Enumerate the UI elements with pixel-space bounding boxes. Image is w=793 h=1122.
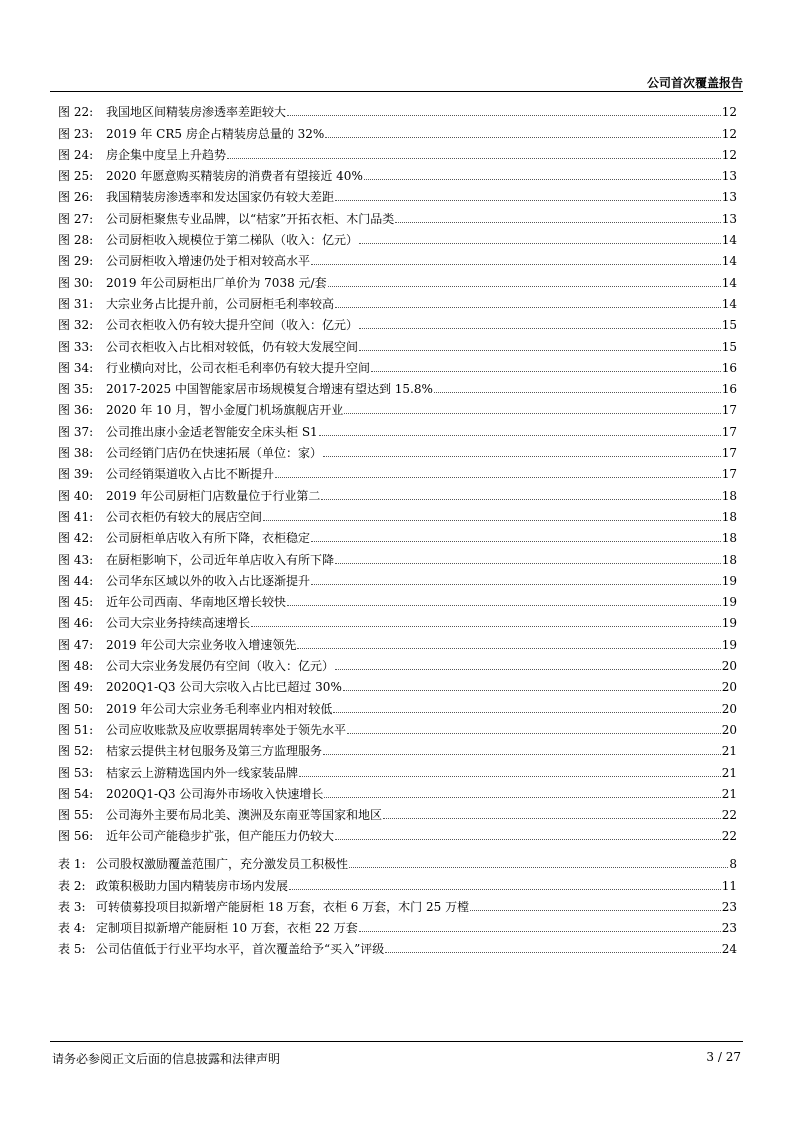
- entry-title: 定制项目拟新增产能厨柜 10 万套，衣柜 22 万套: [96, 921, 358, 936]
- entry-title: 2020Q1-Q3 公司大宗收入占比已超过 30%: [106, 680, 342, 695]
- entry-label: 图 24:: [58, 147, 94, 162]
- entry-title: 公司股权激励覆盖范围广，充分激发员工积极性: [96, 857, 349, 872]
- toc-entry[interactable]: [58, 871, 737, 892]
- entry-label: 图 53:: [58, 765, 94, 780]
- entry-label: 图 26:: [58, 190, 94, 205]
- toc-entry[interactable]: [58, 332, 737, 353]
- toc-entry[interactable]: [58, 98, 737, 119]
- dot-leader: [275, 477, 721, 478]
- entry-title: 公司衣柜仍有较大的展店空间: [106, 509, 263, 524]
- dot-leader: [434, 392, 721, 393]
- dot-leader: [335, 563, 721, 564]
- entry-label: 图 48:: [58, 659, 94, 674]
- entry-label: 图 49:: [58, 680, 94, 695]
- entry-label: 图 25:: [58, 169, 94, 184]
- entry-page-number: 18: [721, 509, 737, 524]
- dot-leader: [325, 137, 720, 138]
- dot-leader: [359, 243, 721, 244]
- entry-page-number: 16: [721, 382, 737, 397]
- entry-label: 图 42:: [58, 531, 94, 546]
- toc-entry[interactable]: [58, 226, 737, 247]
- entry-title: 公司华东区域以外的收入占比逐渐提升: [106, 573, 311, 588]
- dot-leader: [383, 818, 721, 819]
- entry-title: 公司经销渠道收入占比不断提升: [106, 467, 275, 482]
- entry-page-number: 15: [721, 339, 737, 354]
- entry-title: 公司厨柜收入增速仍处于相对较高水平: [106, 254, 311, 269]
- entry-label: 图 31:: [58, 296, 94, 311]
- entry-label: 图 39:: [58, 467, 94, 482]
- toc-entry[interactable]: [58, 162, 737, 183]
- entry-label: 图 55:: [58, 808, 94, 823]
- entry-page-number: 22: [721, 829, 737, 844]
- dot-leader: [323, 754, 721, 755]
- entry-label: 图 51:: [58, 722, 94, 737]
- dot-leader: [289, 889, 721, 890]
- entry-title: 公司衣柜收入占比相对较低，仍有较大发展空间: [106, 339, 359, 354]
- entry-label: 图 29:: [58, 254, 94, 269]
- entry-page-number: 24: [721, 942, 737, 957]
- entry-label: 图 41:: [58, 509, 94, 524]
- entry-page-number: 14: [721, 296, 737, 311]
- entry-page-number: 21: [721, 765, 737, 780]
- entry-label: 图 56:: [58, 829, 94, 844]
- toc-entry[interactable]: [58, 204, 737, 225]
- entry-page-number: 18: [721, 531, 737, 546]
- dot-leader: [343, 690, 721, 691]
- toc-entry[interactable]: [58, 119, 737, 140]
- entry-label: 图 32:: [58, 318, 94, 333]
- dot-leader: [470, 910, 721, 911]
- entry-page-number: 21: [721, 744, 737, 759]
- entry-page-number: 13: [721, 190, 737, 205]
- entry-title: 桔家云提供主材包服务及第三方监理服务: [106, 744, 323, 759]
- entry-label: 图 35:: [58, 382, 94, 397]
- entry-title: 可转债募投项目拟新增产能厨柜 18 万套，衣柜 6 万套，木门 25 万樘: [96, 899, 470, 914]
- entry-page-number: 8: [729, 857, 737, 872]
- entry-page-number: 23: [721, 899, 737, 914]
- entry-label: 图 40:: [58, 488, 94, 503]
- entry-label: 表 3:: [58, 899, 86, 914]
- toc-entry[interactable]: [58, 545, 737, 566]
- entry-page-number: 12: [721, 147, 737, 162]
- dot-leader: [323, 456, 721, 457]
- dot-leader: [311, 264, 721, 265]
- entry-title: 我国地区间精装房渗透率差距较大: [106, 105, 287, 120]
- dot-leader: [263, 520, 721, 521]
- toc-entry[interactable]: [58, 290, 737, 311]
- entry-page-number: 17: [721, 424, 737, 439]
- entry-page-number: 18: [721, 552, 737, 567]
- entry-page-number: 20: [721, 701, 737, 716]
- footer-disclaimer: 请务必参阅正文后面的信息披露和法律声明: [52, 1052, 281, 1066]
- entry-title: 大宗业务占比提升前，公司厨柜毛利率较高: [106, 296, 335, 311]
- entry-label: 图 45:: [58, 595, 94, 610]
- entry-page-number: 18: [721, 488, 737, 503]
- entry-title: 公司大宗业务持续高速增长: [106, 616, 251, 631]
- entry-label: 图 34:: [58, 360, 94, 375]
- header-rule: [50, 91, 743, 92]
- entry-page-number: 17: [721, 467, 737, 482]
- entry-page-number: 19: [721, 573, 737, 588]
- toc-entry[interactable]: [58, 396, 737, 417]
- entry-label: 表 5:: [58, 942, 86, 957]
- toc-entry[interactable]: [58, 893, 737, 914]
- toc-entry[interactable]: [58, 375, 737, 396]
- entry-page-number: 20: [721, 680, 737, 695]
- entry-title: 近年公司西南、华南地区增长较快: [106, 595, 287, 610]
- dot-leader: [251, 626, 721, 627]
- toc-entry[interactable]: [58, 914, 737, 935]
- entry-title: 行业横向对比，公司衣柜毛利率仍有较大提升空间: [106, 360, 371, 375]
- toc-entry[interactable]: [58, 460, 737, 481]
- toc-entry[interactable]: [58, 694, 737, 715]
- entry-page-number: 16: [721, 360, 737, 375]
- entry-title: 2019 年公司厨柜出厂单价为 7038 元/套: [106, 275, 327, 290]
- footer-rule: [50, 1041, 743, 1042]
- entry-page-number: 17: [721, 446, 737, 461]
- entry-label: 表 2:: [58, 878, 86, 893]
- entry-title: 公司大宗业务发展仍有空间（收入：亿元）: [106, 659, 335, 674]
- toc-entry[interactable]: [58, 850, 737, 871]
- toc-entry[interactable]: [58, 935, 737, 956]
- entry-title: 公司海外主要布局北美、澳洲及东南亚等国家和地区: [106, 808, 383, 823]
- entry-page-number: 12: [721, 105, 737, 120]
- dot-leader: [359, 931, 721, 932]
- entry-page-number: 11: [721, 878, 737, 893]
- entry-title: 2020Q1-Q3 公司海外市场收入快速增长: [106, 786, 324, 801]
- entry-title: 2020 年 10 月，智小金厦门机场旗舰店开业: [106, 403, 344, 418]
- entry-label: 图 50:: [58, 701, 94, 716]
- toc-entry[interactable]: [58, 630, 737, 651]
- toc-entry[interactable]: [58, 780, 737, 801]
- entry-title: 政策积极助力国内精装房市场内发展: [96, 878, 289, 893]
- entry-label: 图 30:: [58, 275, 94, 290]
- entry-page-number: 14: [721, 275, 737, 290]
- toc-entry[interactable]: [58, 503, 737, 524]
- entry-title: 2019 年公司大宗业务收入增速领先: [106, 637, 297, 652]
- dot-leader: [359, 350, 721, 351]
- entry-title: 公司厨柜收入规模位于第二梯队（收入：亿元）: [106, 233, 359, 248]
- entry-label: 图 27:: [58, 211, 94, 226]
- dot-leader: [321, 499, 720, 500]
- entry-page-number: 21: [721, 786, 737, 801]
- entry-title: 公司厨柜单店收入有所下降，衣柜稳定: [106, 531, 311, 546]
- toc-entry[interactable]: [58, 801, 737, 822]
- toc-entry[interactable]: [58, 524, 737, 545]
- toc-entry[interactable]: [58, 354, 737, 375]
- table-index-list: [58, 850, 737, 956]
- entry-title: 公司应收账款及应收票据周转率处于领先水平: [106, 722, 347, 737]
- entry-page-number: 14: [721, 254, 737, 269]
- entry-label: 图 47:: [58, 637, 94, 652]
- entry-label: 图 22:: [58, 105, 94, 120]
- entry-title: 桔家云上游精选国内外一线家装品牌: [106, 765, 299, 780]
- toc-entry[interactable]: [58, 652, 737, 673]
- entry-label: 图 43:: [58, 552, 94, 567]
- entry-label: 表 4:: [58, 921, 86, 936]
- entry-page-number: 20: [721, 659, 737, 674]
- toc-entry[interactable]: [58, 247, 737, 268]
- toc-entry[interactable]: [58, 439, 737, 460]
- entry-title: 2017-2025 中国智能家居市场规模复合增速有望达到 15.8%: [106, 382, 433, 397]
- dot-leader: [328, 286, 721, 287]
- toc-entry[interactable]: [58, 567, 737, 588]
- entry-title: 2019 年公司大宗业务毛利率业内相对较低: [106, 701, 333, 716]
- entry-page-number: 20: [721, 722, 737, 737]
- dot-leader: [299, 776, 721, 777]
- entry-page-number: 12: [721, 126, 737, 141]
- dot-leader: [311, 541, 721, 542]
- dot-leader: [287, 605, 721, 606]
- dot-leader: [227, 158, 721, 159]
- dot-leader: [311, 584, 721, 585]
- entry-page-number: 14: [721, 233, 737, 248]
- entry-label: 图 38:: [58, 446, 94, 461]
- toc-entry[interactable]: [58, 141, 737, 162]
- dot-leader: [335, 200, 721, 201]
- entry-page-number: 13: [721, 169, 737, 184]
- entry-page-number: 23: [721, 921, 737, 936]
- dot-leader: [344, 413, 720, 414]
- entry-label: 图 52:: [58, 744, 94, 759]
- dot-leader: [335, 839, 721, 840]
- dot-leader: [319, 435, 721, 436]
- dot-leader: [333, 712, 720, 713]
- toc-entry[interactable]: [58, 822, 737, 843]
- entry-page-number: 19: [721, 616, 737, 631]
- dot-leader: [287, 115, 721, 116]
- toc-entry[interactable]: [58, 609, 737, 630]
- entry-title: 公司推出康小金适老智能安全床头柜 S1: [106, 424, 318, 439]
- entry-title: 公司衣柜收入仍有较大提升空间（收入：亿元）: [106, 318, 359, 333]
- toc-entry[interactable]: [58, 673, 737, 694]
- entry-label: 图 23:: [58, 126, 94, 141]
- entry-page-number: 17: [721, 403, 737, 418]
- entry-label: 图 33:: [58, 339, 94, 354]
- entry-label: 图 44:: [58, 573, 94, 588]
- dot-leader: [324, 797, 720, 798]
- toc-entry[interactable]: [58, 758, 737, 779]
- entry-label: 表 1:: [58, 857, 86, 872]
- entry-title: 我国精装房渗透率和发达国家仍有较大差距: [106, 190, 335, 205]
- toc-entry[interactable]: [58, 417, 737, 438]
- entry-title: 近年公司产能稳步扩张，但产能压力仍较大: [106, 829, 335, 844]
- entry-title: 在厨柜影响下，公司近年单店收入有所下降: [106, 552, 335, 567]
- dot-leader: [335, 307, 721, 308]
- entry-title: 公司估值低于行业平均水平，首次覆盖给予“买入”评级: [96, 942, 385, 957]
- dot-leader: [335, 669, 721, 670]
- entry-page-number: 19: [721, 595, 737, 610]
- entry-page-number: 15: [721, 318, 737, 333]
- dot-leader: [297, 648, 720, 649]
- entry-label: 图 46:: [58, 616, 94, 631]
- entry-title: 公司厨柜聚焦专业品牌，以“桔家”开拓衣柜、木门品类: [106, 211, 395, 226]
- dot-leader: [395, 222, 720, 223]
- toc-entry[interactable]: [58, 716, 737, 737]
- entry-title: 房企集中度呈上升趋势: [106, 147, 227, 162]
- toc-entry[interactable]: [58, 311, 737, 332]
- toc-entry[interactable]: [58, 268, 737, 289]
- toc-entry[interactable]: [58, 737, 737, 758]
- entry-page-number: 19: [721, 637, 737, 652]
- toc-entry[interactable]: [58, 588, 737, 609]
- entry-page-number: 13: [721, 211, 737, 226]
- dot-leader: [385, 952, 720, 953]
- entry-title: 2019 年 CR5 房企占精装房总量的 32%: [106, 126, 325, 141]
- entry-page-number: 22: [721, 808, 737, 823]
- entry-title: 2019 年公司厨柜门店数量位于行业第二: [106, 488, 321, 503]
- dot-leader: [359, 328, 721, 329]
- report-type-header: 公司首次覆盖报告: [646, 76, 743, 90]
- dot-leader: [371, 371, 721, 372]
- entry-label: 图 36:: [58, 403, 94, 418]
- dot-leader: [347, 733, 721, 734]
- toc-entry[interactable]: [58, 481, 737, 502]
- figure-index-list: [58, 98, 737, 843]
- entry-label: 图 37:: [58, 424, 94, 439]
- entry-label: 图 54:: [58, 786, 94, 801]
- toc-entry[interactable]: [58, 183, 737, 204]
- dot-leader: [349, 867, 728, 868]
- footer-page-number: 3 / 27: [706, 1050, 741, 1064]
- entry-title: 2020 年愿意购买精装房的消费者有望接近 40%: [106, 169, 363, 184]
- entry-label: 图 28:: [58, 233, 94, 248]
- entry-title: 公司经销门店仍在快速拓展（单位：家）: [106, 446, 323, 461]
- dot-leader: [364, 179, 721, 180]
